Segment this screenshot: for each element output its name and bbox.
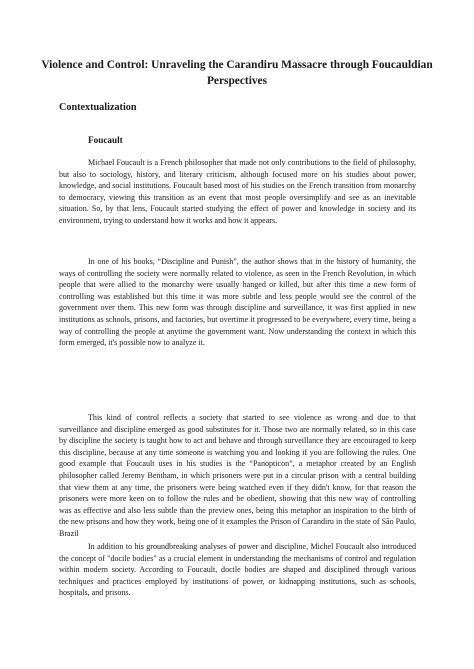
body-paragraph: In addition to his groundbreaking analyses of power and discipline, Michel Foucault also introduced the concept of "docile bodies" as a crucial element in understanding the mechanisms of control and regulation within modern society. According to Foucault, docile bodies are shaped and disciplined through various techniques and practices employed by institutions of power, or kidnapping institutions, such as schools, hospitals, and prisons. bbox=[59, 542, 416, 598]
body-paragraph: This kind of control reflects a society that started to see violence as wrong and due to that surveillance and discipline emerged as good substitutes for it. Those two are normally related, so in this case by discipline the society is taught how to act and behave and through surveillance they are encouraged to keep this discipline, because at any time someone is watching you and looking if you are following the rules. One good example that Foucault uses in his studies is the “Panopticon”, a metaphor created by an English philosopher called Jeremy Bentham, in which prisoners were put in a circular prison with a central building that view them at any time, the prisoners were being watched even if they didn't know, for that reason the prisoners were more keen on to follow the rules and be obedient, showing that this new way of controlling was as effective and also less subtle than the preview ones, being this metaphor an inspiration to the birth of the new prisons and how they work, being one of it examples the Prison of Carandiru in the state of São Paulo, Brazil bbox=[59, 413, 416, 538]
body-paragraph: Michael Foucault is a French philosopher that made not only contributions to the field of philosophy, but also to sociology, history, and literary criticism, although focused more on his studies about power, knowledge, and social institutions. Foucault based most of his studies on the French transition from monarchy to democracy, viewing this transition as an event that most people oversimplify and see as an inevitable situation. So, by that lens, Foucault started studying the effect of power and knowledge in society and its environment, trying to understand how it works and how it appears. bbox=[59, 158, 416, 225]
subsection-heading: Foucault bbox=[88, 135, 123, 145]
body-paragraph: In one of his books, “Discipline and Punish”, the author shows that in the history of humanity, the ways of controlling the society were normally related to violence, as seen in the French Revolution, in which people that were allied to the monarchy were usually hanged or killed, but after this time a new form of controlling was established but this time it was more subtle and less people would see the control of the government over them. This new form was through discipline and surveillance, it was first applied in new institutions as schools, prisons, and factories, but overtime it progressed to be everywhere, every time, being a way of controlling the people at anytime the government want. Now understanding the context in which this form emerged, it's possible now to analyze it. bbox=[59, 257, 416, 348]
section-heading: Contextualization bbox=[59, 102, 137, 113]
document-title: Violence and Control: Unraveling the Carandiru Massacre through Foucauldian Perspectives bbox=[41, 59, 433, 87]
